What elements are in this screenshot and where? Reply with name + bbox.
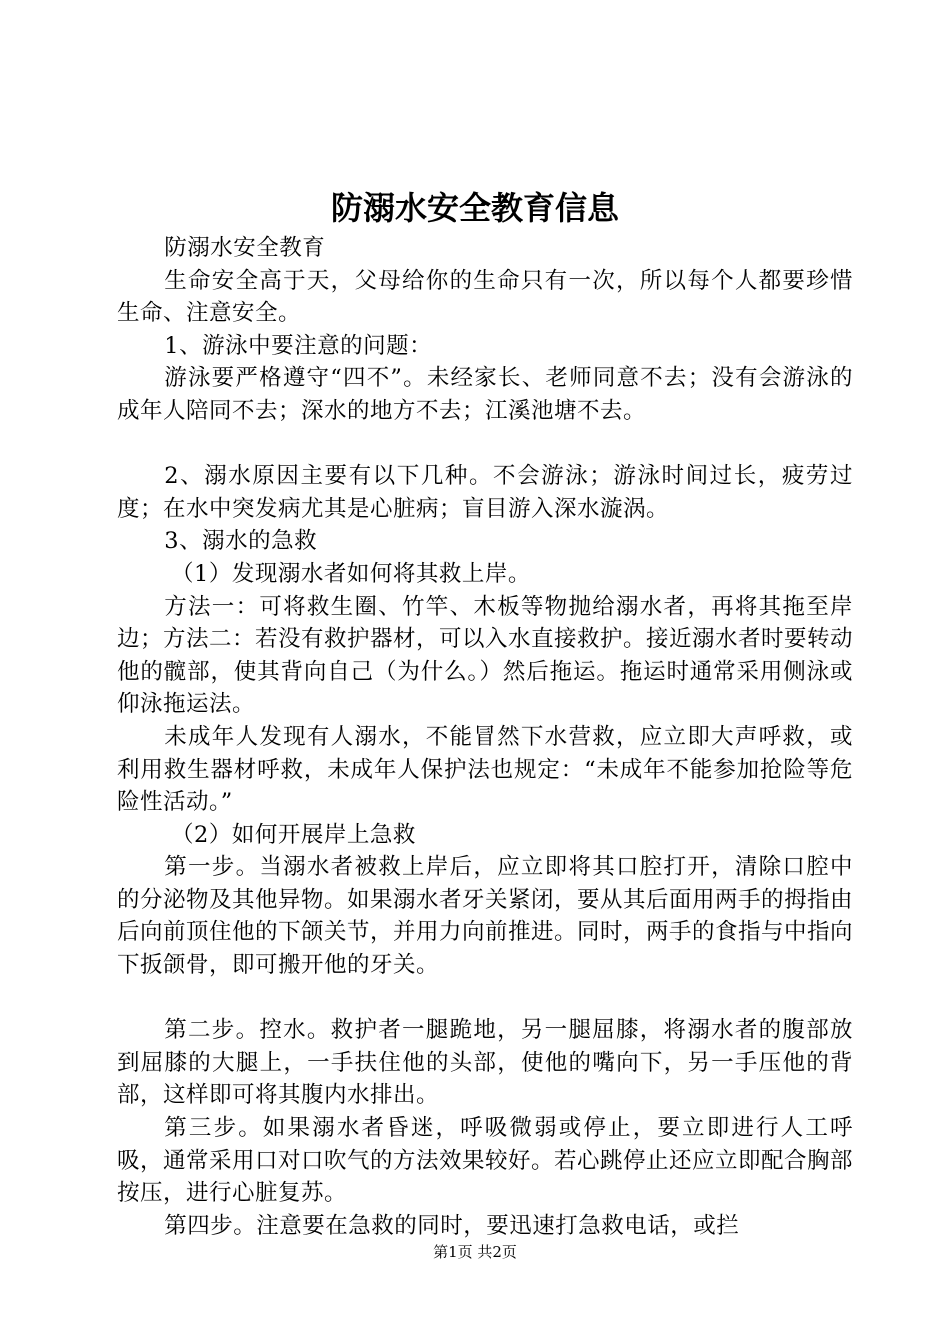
paragraph: 未成年人发现有人溺水，不能冒然下水营救，应立即大声呼救，或利用救生器材呼救，未成年人保护法也规定：“未成年不能参加抢险等危险性活动。”	[117, 723, 853, 816]
document-title: 防溺水安全教育信息	[330, 189, 619, 227]
paragraph: 2、溺水原因主要有以下几种。不会游泳；游泳时间过长，疲劳过度；在水中突发病尤其是心脏病；盲目游入深水漩涡。	[117, 463, 853, 522]
paragraph: 第四步。注意要在急救的同时，要迅速打急救电话，或拦	[164, 1212, 740, 1239]
page-number-footer: 第1页 共2页	[433, 1243, 517, 1261]
paragraph: 方法一：可将救生圈、竹竿、木板等物抛给溺水者，再将其拖至岸边；方法二：若没有救护器材，可以入水直接救护。接近溺水者时要转动他的髋部，使其背向自己（为什么。）然后拖运。拖运时通常采用侧泳或仰泳拖运法。	[117, 593, 854, 718]
paragraph: 防溺水安全教育	[164, 235, 326, 261]
paragraph: 第二步。控水。救护者一腿跪地，另一腿屈膝，将溺水者的腹部放到屈膝的大腿上，一手扶住他的头部，使他的嘴向下，另一手压他的背部，这样即可将其腹内水排出。	[117, 1017, 853, 1109]
paragraph-gap	[117, 982, 853, 1015]
document-body	[117, 232, 853, 1242]
paragraph: （1）发现溺水者如何将其救上岸。	[171, 560, 531, 587]
paragraph: 第三步。如果溺水者昏迷，呼吸微弱或停止，要立即进行人工呼吸，通常采用口对口吹气的方法效果较好。若心跳停止还应立即配合胸部按压，进行心脏复苏。	[117, 1115, 854, 1207]
paragraph-gap	[117, 428, 853, 461]
paragraph: 游泳要严格遵守“四不”。未经家长、老师同意不去；没有会游泳的成年人陪同不去；深水的地方不去；江溪池塘不去。	[117, 365, 853, 424]
paragraph: 1、游泳中要注意的问题：	[164, 332, 433, 359]
paragraph: 第一步。当溺水者被救上岸后，应立即将其口腔打开，清除口腔中的分泌物及其他异物。如果溺水者牙关紧闭，要从其后面用两手的拇指由后向前顶住他的下颌关节，并用力向前推进。同时，两手的食指与中指向下扳颌骨，即可搬开他的牙关。	[117, 854, 854, 979]
paragraph: （2）如何开展岸上急救	[171, 821, 416, 848]
paragraph: 生命安全高于天，父母给你的生命只有一次，所以每个人都要珍惜生命、注意安全。	[117, 267, 853, 327]
paragraph: 3、溺水的急救	[164, 528, 318, 555]
